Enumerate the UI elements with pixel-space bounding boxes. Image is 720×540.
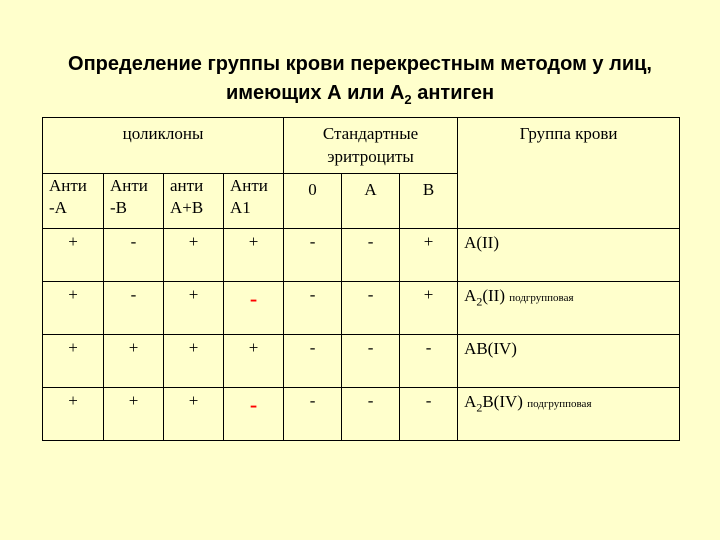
cell-anti-a: +	[43, 229, 104, 282]
cell-ery-b: +	[400, 282, 458, 335]
cell-anti-ab: +	[164, 229, 224, 282]
anti-a-header: Анти -А	[43, 174, 104, 229]
cell-anti-a1	[224, 388, 284, 441]
cell-anti-a1	[224, 282, 284, 335]
cell-anti-b: +	[104, 388, 164, 441]
standard-erythrocytes-header: Стандартные эритроциты	[284, 118, 458, 174]
cell-anti-ab: +	[164, 335, 224, 388]
header-row-1	[43, 118, 680, 174]
erythrocyte-b-header: В	[400, 174, 458, 229]
slide-title	[0, 50, 720, 114]
cell-anti-b: +	[104, 335, 164, 388]
title-line-1: Определение группы крови перекрестным методом у лиц,	[68, 53, 652, 75]
cell-ery-0: -	[284, 282, 342, 335]
cell-ery-a: -	[342, 282, 400, 335]
cell-blood-group: А(II)	[458, 229, 680, 282]
cell-anti-b: -	[104, 229, 164, 282]
anti-ab-header: анти А+В	[164, 174, 224, 229]
blood-group-table	[42, 117, 680, 441]
cell-anti-b: -	[104, 282, 164, 335]
cell-anti-a: +	[43, 335, 104, 388]
table-row	[43, 229, 680, 282]
table-row	[43, 335, 680, 388]
cell-anti-ab: +	[164, 388, 224, 441]
subgroup-note: подгрупповая	[509, 292, 574, 304]
highlighted-negative: -	[249, 286, 258, 311]
subgroup-note: подгрупповая	[527, 398, 592, 410]
cell-anti-ab: +	[164, 282, 224, 335]
cell-blood-group: АВ(IV)	[458, 335, 680, 388]
erythrocyte-a-header: А	[342, 174, 400, 229]
cell-ery-a: -	[342, 388, 400, 441]
cell-ery-0: -	[284, 388, 342, 441]
title-line-2: имеющих А или $А_2$ антиген	[225, 82, 495, 107]
highlighted-negative: -	[249, 392, 258, 417]
cell-ery-b: +	[400, 229, 458, 282]
cell-blood-group: $А_2(II)$ подгрупповая	[458, 282, 680, 335]
cell-anti-a1: +	[224, 335, 284, 388]
cell-ery-0: -	[284, 229, 342, 282]
cell-anti-a1: +	[224, 229, 284, 282]
cell-ery-b: -	[400, 335, 458, 388]
cell-anti-a: +	[43, 282, 104, 335]
cell-blood-group: $А_2В(IV)$ подгрупповая	[458, 388, 680, 441]
blood-group-header: Группа крови	[458, 118, 680, 229]
anti-a1-header: Анти А1	[224, 174, 284, 229]
cell-anti-a: +	[43, 388, 104, 441]
table-row	[43, 388, 680, 441]
cell-ery-b: -	[400, 388, 458, 441]
cell-ery-a: -	[342, 229, 400, 282]
table-row	[43, 282, 680, 335]
cell-ery-0: -	[284, 335, 342, 388]
anti-b-header: Анти -В	[104, 174, 164, 229]
cell-ery-a: -	[342, 335, 400, 388]
cyclones-header: цоликлоны	[43, 118, 284, 174]
erythrocyte-0-header: 0	[284, 174, 342, 229]
